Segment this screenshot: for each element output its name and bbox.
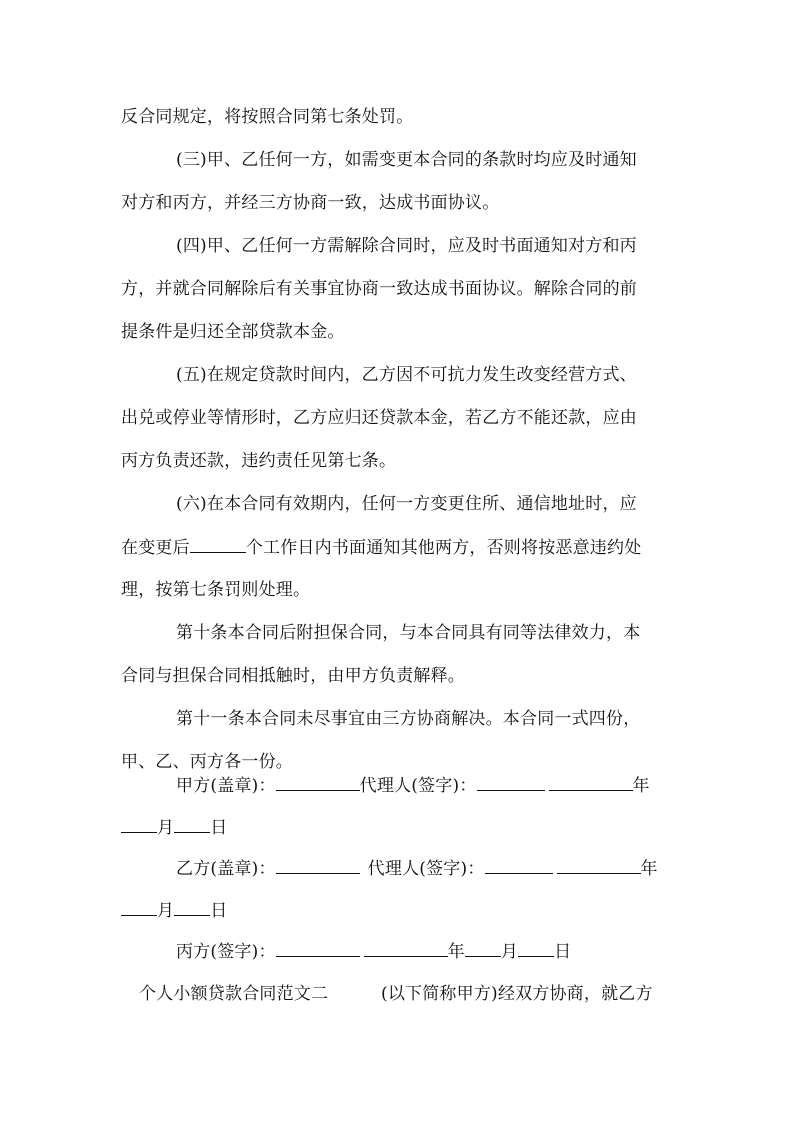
party-a-month-blank[interactable]: [121, 814, 157, 833]
days-blank[interactable]: [190, 534, 246, 553]
clause-6-text-b: 个工作日内书面通知其他两方，否则将按恶意违约处: [245, 538, 642, 558]
text-line: 反合同规定，将按照合同第七条处罚。: [121, 107, 414, 127]
party-a-agent-blank[interactable]: [477, 772, 545, 791]
party-b-day-blank[interactable]: [174, 897, 210, 916]
party-c-year-blank[interactable]: [364, 938, 448, 957]
party-a-day-label: 日: [210, 818, 228, 838]
party-a-date-row: [0, 814, 794, 841]
party-b-year-blank[interactable]: [557, 855, 641, 874]
party-b-seal-blank[interactable]: [276, 855, 360, 874]
party-a-agent-label: 代理人(签字)：: [359, 776, 477, 796]
article-11-line-1: 第十一条本合同未尽事宜由三方协商解决。本合同一式四份，: [176, 709, 641, 729]
party-c-day-blank[interactable]: [518, 938, 554, 957]
party-c-month-blank[interactable]: [465, 938, 501, 957]
party-a-label: 甲方(盖章)：: [176, 776, 276, 796]
clause-5-line-1: (五)在规定贷款时间内，乙方因不可抗力发生改变经营方式、: [176, 365, 637, 385]
party-b-year-label: 年: [640, 859, 658, 879]
clause-6-line-2: [0, 534, 794, 561]
party-c-month-label: 月: [500, 942, 519, 962]
party-b-month-blank[interactable]: [121, 897, 157, 916]
party-b-signature-row: [0, 855, 794, 882]
party-c-day-label: 日: [554, 942, 572, 962]
party-c-label: 丙方(签字)：: [176, 942, 276, 962]
next-contract-intro: (以下简称甲方)经双方协商，就乙方: [381, 984, 653, 1004]
next-contract-title: 个人小额贷款合同范文二: [139, 984, 329, 1004]
party-b-label: 乙方(盖章)：: [176, 859, 276, 879]
clause-6-text-a: 在变更后: [121, 538, 190, 558]
clause-6-line-1: (六)在本合同有效期内，任何一方变更住所、通信地址时，应: [176, 494, 637, 514]
party-b-day-label: 日: [210, 901, 228, 921]
party-b-agent-label: 代理人(签字)：: [367, 859, 485, 879]
party-b-date-row: [0, 897, 794, 924]
party-c-signature-row: [0, 938, 794, 965]
clause-5-line-2: 出兑或停业等情形时，乙方应归还贷款本金，若乙方不能还款，应由: [121, 408, 637, 428]
party-a-day-blank[interactable]: [174, 814, 210, 833]
clause-4-line-3: 提条件是归还全部贷款本金。: [121, 322, 345, 342]
article-10-line-2: 合同与担保合同相抵触时，由甲方负责解释。: [121, 666, 465, 686]
clause-3-line-1: (三)甲、乙任何一方，如需变更本合同的条款时均应及时通知: [176, 150, 637, 170]
party-b-month-label: 月: [157, 901, 175, 921]
party-a-month-label: 月: [157, 818, 175, 838]
party-a-seal-blank[interactable]: [276, 772, 360, 791]
clause-5-line-3: 丙方负责还款，违约责任见第七条。: [121, 451, 397, 471]
article-10-line-1: 第十条本合同后附担保合同，与本合同具有同等法律效力，本: [176, 623, 641, 643]
party-a-signature-row: [0, 772, 794, 799]
party-c-sign-blank[interactable]: [276, 938, 360, 957]
party-a-year-blank[interactable]: [549, 772, 633, 791]
article-11-line-2: 甲、乙、丙方各一份。: [121, 752, 293, 772]
clause-4-line-1: (四)甲、乙任何一方需解除合同时，应及时书面通知对方和丙: [176, 236, 637, 256]
clause-3-line-2: 对方和丙方，并经三方协商一致，达成书面协议。: [121, 193, 500, 213]
clause-6-line-3: 理，按第七条罚则处理。: [121, 580, 311, 600]
party-b-agent-blank[interactable]: [485, 855, 553, 874]
party-a-year-label: 年: [632, 776, 650, 796]
party-c-year-label: 年: [447, 942, 465, 962]
clause-4-line-2: 方，并就合同解除后有关事宜协商一致达成书面协议。解除合同的前: [121, 279, 637, 299]
